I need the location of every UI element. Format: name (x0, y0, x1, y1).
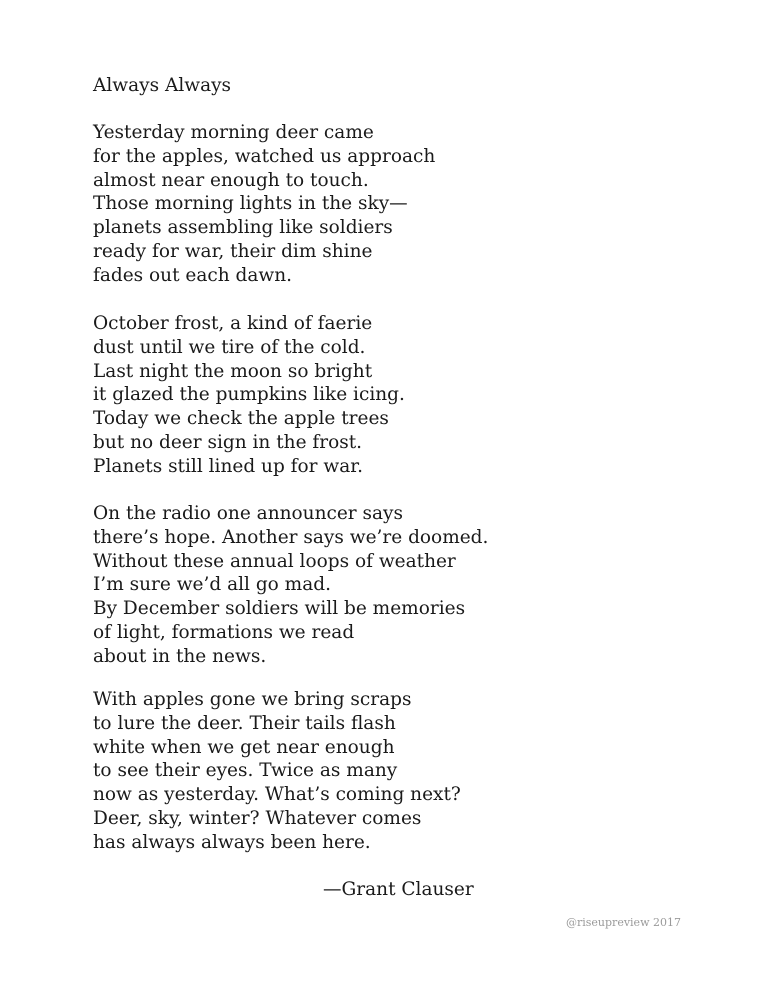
poem-title: Always Always (93, 75, 232, 96)
poem-line: to lure the deer. Their tails flash (93, 712, 396, 734)
poem-line: about in the news. (93, 645, 267, 667)
poem-line: Last night the moon so bright (93, 360, 373, 382)
poem-line: now as yesterday. What’s coming next? (93, 784, 461, 806)
poem-line: fades out each dawn. (93, 264, 293, 286)
stanza-4 (93, 688, 461, 855)
poem-line: On the radio one announcer says (93, 503, 404, 524)
poem-line: almost near enough to touch. (93, 169, 369, 191)
poem-line: but no deer sign in the frost. (93, 431, 363, 453)
poem-line: there’s hope. Another says we’re doomed. (93, 526, 489, 548)
poem-line: of light, formations we read (93, 621, 355, 643)
poem-line: for the apples, watched us approach (93, 145, 436, 167)
poem-line: it glazed the pumpkins like icing. (93, 384, 405, 406)
poem-line: white when we get near enough (93, 736, 395, 758)
poem-line: Planets still lined up for war. (93, 455, 363, 477)
poem-author: —Grant Clauser (323, 879, 474, 900)
poem-line: Without these annual loops of weather (93, 550, 456, 572)
poem-line: has always always been here. (93, 831, 371, 853)
stanza-2 (93, 312, 405, 479)
poem-line: Yesterday morning deer came (93, 122, 374, 143)
poem-line: I’m sure we’d all go mad. (93, 574, 331, 596)
poem-line: dust until we tire of the cold. (93, 336, 366, 358)
poem-line: planets assembling like soldiers (93, 217, 393, 239)
poem-line: With apples gone we bring scraps (93, 689, 412, 710)
poem-line: October frost, a kind of faerie (93, 313, 373, 334)
poem-line: Today we check the apple trees (93, 408, 389, 430)
poem-line: to see their eyes. Twice as many (93, 760, 398, 782)
poem-line: Those morning lights in the sky— (93, 193, 408, 215)
poem-line: By December soldiers will be memories (93, 598, 466, 620)
stanza-3 (93, 502, 488, 669)
copyright-credit: @riseupreview 2017 (566, 916, 681, 929)
poem-line: ready for war, their dim shine (93, 240, 373, 262)
stanza-1 (93, 121, 435, 288)
poem-line: Deer, sky, winter? Whatever comes (93, 807, 422, 829)
